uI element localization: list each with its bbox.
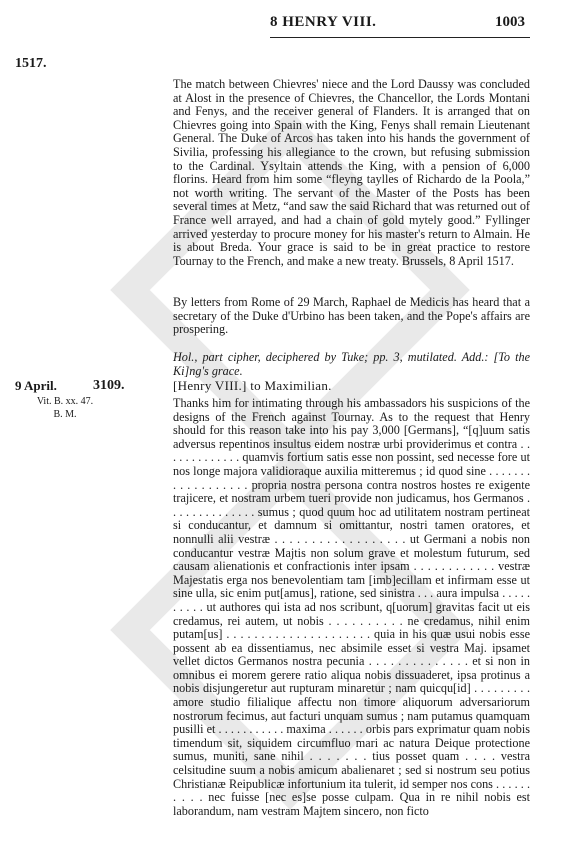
document-number: 3109.	[93, 378, 125, 393]
holograph-note-text: Hol., part cipher, deciphered by Tuke; pp. 3, mutilated. Add.: [To the Ki]ng's grace.	[173, 350, 530, 378]
document-date: 9 April.	[15, 378, 57, 393]
page-number: 1003	[495, 14, 525, 30]
paragraph-holograph-note	[173, 351, 530, 378]
year-label: 1517.	[15, 56, 47, 71]
paragraph-letters-from-rome: By letters from Rome of 29 March, Raphael de Medicis has heard that a secretary of the Duke d'Urbino has been taken, and the Pope's affairs are prospering.	[173, 295, 530, 337]
running-head: 8 HENRY VIII.	[270, 14, 377, 30]
source-archive: B. M.	[53, 409, 77, 420]
paragraph-match-chievres: The match between Chievres' niece and the Lord Daussy was concluded at Alost in the presence of Chievres, the Chancellor, the Lords Montani and Fenys, and the receiver general of Flanders. It is arranged that on Chievres going into Spain with the King, Fenys shall remain Lieutenant General. The Duke of Arcos has taken into his hands the government of Sivilia, professing his allegiance to the crown, but refusing submission to the Cardinal. Ysyltain attends the King, with a pension of 6,000 florins. Heard from him some “fleyng taylles of Richardo de la Poola,” not worth writing. The servant of the Master of the Posts has been several times at Metz, “and saw the said Richard that was returned out of France well arrayed, and had a chain of gold mytely good.” Fyllinger arrived yesterday to procure money for his master's return to Almain. He is about Breda. Your grace is said to be in great practice to restore Tournay to the French, and make a new treaty. Brussels, 8 April 1517.	[173, 77, 530, 268]
source-reference: Vit. B. xx. 47.	[36, 396, 94, 407]
header-divider	[270, 37, 530, 38]
paragraph-letter-body: Thanks him for intimating through his ambassadors his suspicions of the designs of the French against Tournay. As to the request that Henry should for this reason take into his pay 3,000 [Germans], “[q]uum satis adversus repentinos insultus eidem nostræ urbi providerimus et contra . . . . . . . . . . . . . quamvis fortium satis esse non possint, sed necesse fore ut nos longe majora validioraque auxilia mitteremus ; id quod sine . . . . . . . . . . . . . . . . . . propria nostra persona contra nostros hostes re exigente trajicere, et nostram urbem tueri provide non judicamus, hos Germanos . . . . . . . . . . . . . . sumus ; quod quum hoc ad utilitatem nostram pertineat si conducantur, et damnum si omittantur, nostri tamen oratores, et nonnulli alii vestræ . . . . . . . . . . . . . . . . . . ut Germani a nobis non conducantur vestræ Majtis non solum grave et molestum futurum, sed causam alienationis et confractionis inter ipsam . . . . . . . . . . . . vestræ Majestatis erga nos benevolentiam tam [imb]ecillam et infirmam esse ut sine ulla, sic enim put[amus], ratione, sed sinistra . . . aura impulsa . . . . . . . . . . ut authores qui ista ad nos scribunt, q[uorum] gravitas facit ut eis credamus, rei autem, ut nobis . . . . . . . . . . ne credamus, nihil enim putam[us] . . . . . . . . . . . . . . . . . . . . . quia in his quæ usui nobis esse possent ab ea dissentiamus, nec absimile esset si vestra Maj. ipsamet vellet dictos Germanos nostra pecunia . . . . . . . . . . . . . . et si non in omnibus ei morem gerere ratio aliqua nobis dissuaderet, ipsa protinus a nobis disjungeretur aut rupturam minaretur ; nam quicqu[id] . . . . . . . . . amore studio filialique affectu non timore aliquorum adversariorum nostrorum fecimus, aut facturi unquam sumus ; nam putamus quamquam pusilli et . . . . . . . . . . . maxima . . . . . . orbis pars exprimatur quam nobis timendum sit, siquidem circumfluo mari ac natura Deique protectione sumus, muniti, sane nihil . . . . . . . tius posset quam . . . . vestra celsitudine suum a nobis amicum abalienaret ; sed si nostrum seu potius Christianæ Reipublicæ infortunium ita tulerit, id semper nos cons . . . . . . . . . . nec fuisse [nec es]se posse culpam. Qua in re nihil nobis est laborandum, nam vestram Majtem sincero, non ficto	[173, 396, 530, 818]
document-title: [Henry VIII.] to Maximilian.	[173, 378, 332, 393]
